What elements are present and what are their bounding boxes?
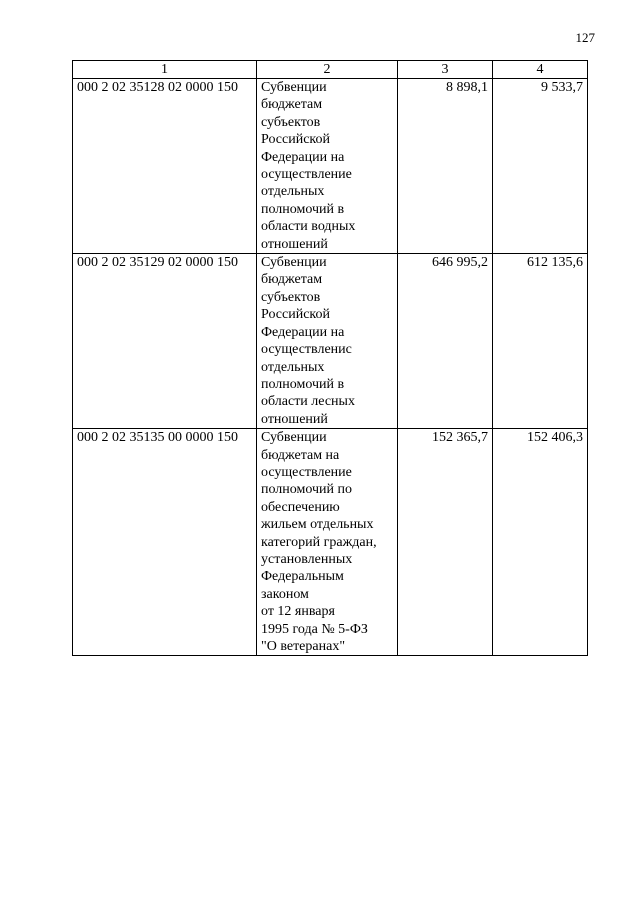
description-line: осуществление — [261, 464, 352, 480]
description-cell — [257, 429, 398, 656]
table-body — [73, 79, 588, 656]
description-line: Субвенции — [261, 80, 327, 95]
description-line: области лесных — [261, 394, 355, 410]
description-line: осуществленис — [261, 342, 352, 358]
budget-code-cell: 000 2 02 35128 02 0000 150 — [73, 79, 257, 254]
description-line: бюджетам — [261, 272, 323, 288]
description-line: Субвенции — [261, 430, 327, 446]
description-line: жильем отдельных — [261, 517, 374, 533]
budget-code-cell: 000 2 02 35135 00 0000 150 — [73, 429, 257, 656]
description-line: установленных — [261, 551, 353, 567]
amount-col4-cell: 152 406,3 — [493, 429, 588, 656]
column-header-4: 4 — [493, 61, 588, 79]
amount-col4-cell: 612 135,6 — [493, 254, 588, 429]
table-row — [73, 79, 588, 254]
table-header-row — [73, 61, 588, 79]
amount-col3-cell: 646 995,2 — [398, 254, 493, 429]
description-line: области водных — [261, 219, 356, 235]
description-line: бюджетам на — [261, 447, 340, 463]
description-cell — [257, 79, 398, 254]
column-header-3: 3 — [398, 61, 493, 79]
table-row — [73, 254, 588, 429]
budget-code-cell: 000 2 02 35129 02 0000 150 — [73, 254, 257, 429]
page-number: 127 — [575, 30, 595, 45]
description-line: Федерации на — [261, 149, 345, 165]
description-line: отношений — [261, 411, 328, 427]
description-line: отдельных — [261, 359, 325, 375]
description-line: от 12 января — [261, 604, 335, 620]
description-line: "О ветеранах" — [261, 639, 346, 654]
description-line: полномочий по — [261, 482, 353, 498]
description-line: Федеральным — [261, 569, 344, 585]
description-line: отношений — [261, 236, 328, 252]
budget-table — [72, 60, 588, 656]
description-line: Российской — [261, 132, 330, 148]
description-line: Федерации на — [261, 324, 345, 340]
description-line: Российской — [261, 307, 330, 323]
amount-col4-cell: 9 533,7 — [493, 79, 588, 254]
description-line: 1995 года № 5-ФЗ — [261, 621, 368, 637]
description-line: бюджетам — [261, 97, 323, 113]
description-line: субъектов — [261, 114, 321, 130]
description-line: категорий граждан, — [261, 534, 377, 550]
description-line: обеспечению — [261, 499, 340, 515]
description-cell — [257, 254, 398, 429]
column-header-1: 1 — [73, 61, 257, 79]
description-line: Субвенции — [261, 255, 327, 271]
description-line: полномочий в — [261, 376, 345, 392]
description-line: законом — [261, 586, 309, 602]
amount-col3-cell: 8 898,1 — [398, 79, 493, 254]
amount-col3-cell: 152 365,7 — [398, 429, 493, 656]
description-line: полномочий в — [261, 201, 345, 217]
table-row — [73, 429, 588, 656]
column-header-2: 2 — [257, 61, 398, 79]
description-line: осуществление — [261, 167, 352, 183]
description-line: субъектов — [261, 289, 321, 305]
description-line: отдельных — [261, 184, 325, 200]
